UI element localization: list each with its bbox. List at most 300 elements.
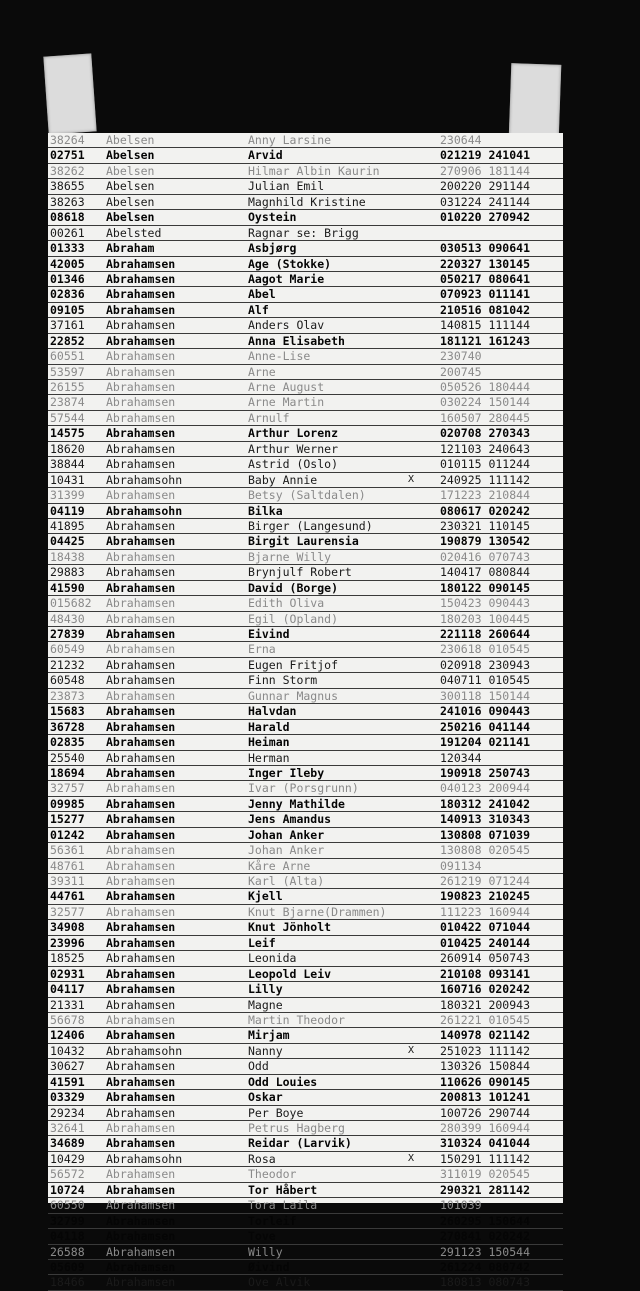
record-row [48, 627, 563, 642]
record-row [48, 1013, 563, 1028]
record-row [48, 303, 563, 318]
record-row [48, 1245, 563, 1260]
record-given-names: Egil (Opland) [248, 611, 339, 626]
record-given-names: David (Borge) [248, 580, 339, 595]
record-row [48, 442, 563, 457]
record-row [48, 905, 563, 920]
record-surname: Abrahamsen [106, 364, 176, 379]
record-given-names: Aagot Marie [248, 271, 325, 286]
record-number: 22852 [50, 333, 85, 348]
record-surname: Abrahamsen [106, 750, 176, 765]
record-dates: 180813 080743 [440, 1275, 531, 1290]
record-given-names: Theodor [248, 1167, 297, 1182]
record-row [48, 411, 563, 426]
record-row [48, 1121, 563, 1136]
record-dates: 290321 281142 [440, 1182, 531, 1197]
record-row [48, 241, 563, 256]
record-row [48, 365, 563, 380]
record-surname: Abrahamsen [106, 580, 176, 595]
record-dates: 110626 090145 [440, 1074, 531, 1089]
record-surname: Abrahamsen [106, 457, 176, 472]
record-number: 32577 [50, 904, 85, 919]
record-given-names: Anny Larsine [248, 133, 332, 147]
record-dates: 191204 021141 [440, 735, 531, 750]
record-number: 14575 [50, 426, 85, 441]
record-number: 15683 [50, 704, 85, 719]
record-given-names: Ove Alvik [248, 1275, 311, 1290]
record-given-names: Bilka [248, 503, 283, 518]
record-surname: Abrahamsen [106, 642, 176, 657]
record-number: 10429 [50, 1151, 85, 1166]
record-row [48, 534, 563, 549]
record-number: 60549 [50, 642, 85, 657]
record-given-names: Abel [248, 287, 276, 302]
index-card-strip [48, 133, 563, 1290]
record-dates: 180122 090145 [440, 580, 531, 595]
record-row [48, 998, 563, 1013]
record-surname: Abrahamsen [106, 920, 176, 935]
record-given-names: Herman [248, 750, 290, 765]
record-given-names: Kjell [248, 889, 283, 904]
record-number: 60550 [50, 1198, 85, 1213]
record-given-names: Karl (Alta) [248, 874, 325, 888]
record-row [48, 349, 563, 364]
record-dates: 140815 111144 [440, 318, 531, 333]
record-dates: 180321 200943 [440, 997, 531, 1012]
record-number: 29234 [50, 1105, 85, 1120]
record-number: 10432 [50, 1043, 85, 1058]
record-number: 21331 [50, 997, 85, 1012]
record-surname: Abelsen [106, 194, 155, 209]
record-given-names: Eivind [248, 627, 290, 641]
record-dates: 080617 020242 [440, 503, 531, 518]
record-dates: 220327 130145 [440, 256, 531, 271]
record-surname: Abelsen [106, 133, 155, 147]
record-row [48, 457, 563, 472]
record-surname: Abrahamsen [106, 380, 176, 394]
record-number: 57544 [50, 410, 85, 425]
record-number: 25540 [50, 750, 85, 765]
record-number: 02835 [50, 735, 85, 750]
record-number: 15277 [50, 812, 85, 827]
record-dates: 260914 050743 [440, 951, 531, 966]
record-given-names: Magnhild Kristine [248, 194, 366, 209]
record-number: 34908 [50, 920, 85, 935]
record-row [48, 318, 563, 333]
record-surname: Abrahamsen [106, 997, 176, 1012]
record-surname: Abrahamsen [106, 349, 176, 364]
record-row [48, 751, 563, 766]
record-given-names: Erna [248, 642, 276, 657]
record-given-names: Jens Amandus [248, 812, 332, 827]
record-given-names: Harald [248, 719, 290, 734]
record-surname: Abrahamsen [106, 426, 176, 441]
record-dates: 310324 041044 [440, 1136, 531, 1151]
record-given-names: Kåre Arne [248, 858, 311, 873]
record-surname: Abrahamsen [106, 951, 176, 966]
record-number: 26155 [50, 380, 85, 394]
record-mark: X [408, 1152, 415, 1164]
record-surname: Abrahamsen [106, 1136, 176, 1151]
record-number: 01346 [50, 271, 85, 286]
record-surname: Abrahamsen [106, 1059, 176, 1074]
record-given-names: Leif [248, 935, 276, 950]
record-dates: 040711 010545 [440, 673, 531, 688]
record-surname: Abrahamsen [106, 673, 176, 688]
record-given-names: Edith Oliva [248, 596, 325, 611]
record-dates: 270841 020242 [440, 1229, 531, 1244]
record-given-names: Magne [248, 997, 283, 1012]
record-surname: Abrahamsen [106, 1259, 176, 1274]
record-row [48, 488, 563, 503]
record-number: 26588 [50, 1244, 85, 1259]
record-given-names: Willy [248, 1244, 283, 1259]
record-number: 18620 [50, 441, 85, 456]
record-given-names: Finn Storm [248, 673, 318, 688]
record-surname: Abrahamsen [106, 935, 176, 950]
record-number: 04118 [50, 1229, 85, 1244]
record-surname: Abrahamsen [106, 488, 176, 503]
record-dates: 160716 020242 [440, 982, 531, 997]
record-number: 48430 [50, 611, 85, 626]
record-surname: Abrahamsen [106, 410, 176, 425]
record-row [48, 689, 563, 704]
record-surname: Abrahamsen [106, 966, 176, 981]
record-given-names: Per Boye [248, 1105, 304, 1120]
record-given-names: Rosa [248, 1151, 276, 1166]
record-row [48, 565, 563, 580]
record-row [48, 334, 563, 349]
record-number: 18466 [50, 1275, 85, 1290]
record-dates: 250216 041144 [440, 719, 531, 734]
record-given-names: Oskar [248, 1090, 283, 1105]
record-number: 18438 [50, 549, 85, 564]
record-surname: Abrahamsen [106, 627, 176, 641]
record-row [48, 1183, 563, 1198]
record-dates: 150291 111142 [440, 1151, 531, 1166]
record-dates: 150423 090443 [440, 596, 531, 611]
record-row [48, 828, 563, 843]
record-given-names: Anna Elisabeth [248, 333, 345, 348]
record-dates: 230618 010545 [440, 642, 531, 657]
record-dates: 020918 230943 [440, 657, 531, 672]
record-row [48, 1028, 563, 1043]
record-number: 38844 [50, 457, 85, 472]
record-row [48, 673, 563, 688]
record-dates: 171223 210844 [440, 488, 531, 503]
record-row [48, 1260, 563, 1275]
record-given-names: Betsy (Saltdalen) [248, 488, 366, 503]
record-row [48, 287, 563, 302]
record-dates: 020416 070743 [440, 549, 531, 564]
record-surname: Abrahamsen [106, 1198, 176, 1213]
record-dates: 280399 160944 [440, 1121, 531, 1135]
record-number: 10724 [50, 1182, 85, 1197]
record-surname: Abrahamsen [106, 1074, 176, 1089]
record-row [48, 797, 563, 812]
record-dates: 230321 110145 [440, 518, 531, 533]
record-given-names: Astrid (Oslo) [248, 457, 339, 472]
record-dates: 140978 021142 [440, 1028, 531, 1043]
record-row [48, 920, 563, 935]
record-row [48, 210, 563, 225]
record-row [48, 179, 563, 194]
record-surname: Abrahamsen [106, 1167, 176, 1182]
record-given-names: Øivind [248, 1259, 290, 1274]
record-number: 32799 [50, 1213, 85, 1228]
record-row [48, 1167, 563, 1182]
record-row [48, 380, 563, 395]
record-number: 04119 [50, 503, 85, 518]
record-row [48, 1198, 563, 1213]
record-number: 03329 [50, 1090, 85, 1105]
record-dates: 140417 080844 [440, 565, 531, 580]
record-number: 48761 [50, 858, 85, 873]
record-row [48, 257, 563, 272]
record-dates: 240925 111142 [440, 472, 531, 487]
record-dates: 190823 210245 [440, 889, 531, 904]
record-number: 60548 [50, 673, 85, 688]
record-surname: Abrahamsen [106, 395, 176, 410]
record-surname: Abrahamsen [106, 1182, 176, 1197]
record-given-names: Baby Annie [248, 472, 318, 487]
record-given-names: Halvdan [248, 704, 297, 719]
record-dates: 130808 020545 [440, 843, 531, 858]
record-given-names: Anne-Lise [248, 349, 311, 364]
record-surname: Abrahamsen [106, 889, 176, 904]
record-surname: Abrahamsen [106, 858, 176, 873]
record-number: 23873 [50, 688, 85, 703]
record-dates: 010425 240144 [440, 935, 531, 950]
record-given-names: Arne August [248, 380, 325, 394]
record-given-names: Alf [248, 302, 269, 317]
record-dates: 221118 260644 [440, 627, 531, 641]
record-surname: Abrahamsen [106, 333, 176, 348]
record-row [48, 766, 563, 781]
record-row [48, 519, 563, 534]
record-surname: Abrahamsen [106, 518, 176, 533]
record-row [48, 581, 563, 596]
record-dates: 291123 150544 [440, 1244, 531, 1259]
record-surname: Abrahamsen [106, 596, 176, 611]
record-surname: Abrahamsen [106, 1229, 176, 1244]
record-dates: 230740 [440, 349, 482, 364]
record-given-names: Ivar (Porsgrunn) [248, 781, 359, 796]
record-surname: Abrahamsen [106, 812, 176, 827]
record-surname: Abelsen [106, 148, 155, 163]
record-number: 02836 [50, 287, 85, 302]
record-row [48, 967, 563, 982]
record-surname: Abrahamsen [106, 441, 176, 456]
record-dates: 300118 150144 [440, 688, 531, 703]
record-dates: 200813 101241 [440, 1090, 531, 1105]
record-dates: 180203 100445 [440, 611, 531, 626]
record-number: 29883 [50, 565, 85, 580]
record-given-names: Heiman [248, 735, 290, 750]
record-row [48, 164, 563, 179]
record-given-names: Knut Bjarne(Drammen) [248, 904, 387, 919]
record-given-names: Arne [248, 364, 276, 379]
record-dates: 200745 [440, 364, 482, 379]
record-surname: Abelsted [106, 225, 162, 240]
record-dates: 261221 010545 [440, 1012, 531, 1027]
record-surname: Abrahamsen [106, 549, 176, 564]
record-dates: 030224 150144 [440, 395, 531, 410]
record-dates: 241016 090443 [440, 704, 531, 719]
record-surname: Abrahamsohn [106, 472, 183, 487]
record-number: 18694 [50, 765, 85, 780]
record-row [48, 1090, 563, 1105]
record-row [48, 1152, 563, 1167]
record-surname: Abrahamsen [106, 704, 176, 719]
record-surname: Abrahamsen [106, 827, 176, 842]
record-given-names: Gunnar Magnus [248, 688, 339, 703]
record-surname: Abrahamsen [106, 1012, 176, 1027]
record-number: 23874 [50, 395, 85, 410]
record-row [48, 473, 563, 488]
record-number: 04117 [50, 982, 85, 997]
record-number: 02751 [50, 148, 85, 163]
record-dates: 210516 081042 [440, 302, 531, 317]
record-surname: Abrahamsen [106, 287, 176, 302]
record-row [48, 781, 563, 796]
record-mark: X [408, 1044, 415, 1056]
record-given-names: Tor Håbert [248, 1182, 318, 1197]
record-given-names: Petrus Hagberg [248, 1121, 345, 1135]
record-dates: 270906 181144 [440, 163, 531, 178]
record-surname: Abrahamsen [106, 765, 176, 780]
record-row [48, 704, 563, 719]
record-row [48, 658, 563, 673]
record-number: 38264 [50, 133, 85, 147]
record-dates: 190918 250743 [440, 765, 531, 780]
record-number: 21232 [50, 657, 85, 672]
record-row [48, 504, 563, 519]
record-number: 41591 [50, 1074, 85, 1089]
record-dates: 021219 241041 [440, 148, 531, 163]
record-number: 41590 [50, 580, 85, 595]
record-surname: Abrahamsohn [106, 1043, 183, 1058]
record-row [48, 1106, 563, 1121]
record-surname: Abrahamsen [106, 534, 176, 549]
record-given-names: Tora Laila [248, 1198, 318, 1213]
record-row [48, 195, 563, 210]
record-surname: Abrahamsen [106, 1121, 176, 1135]
record-given-names: Knut Jönholt [248, 920, 332, 935]
record-row [48, 889, 563, 904]
record-number: 30627 [50, 1059, 85, 1074]
record-dates: 010220 270942 [440, 210, 531, 225]
record-surname: Abrahamsen [106, 318, 176, 333]
record-given-names: Eugen Fritjof [248, 657, 339, 672]
record-surname: Abrahamsen [106, 843, 176, 858]
record-dates: 261219 071244 [440, 874, 531, 888]
record-row [48, 1059, 563, 1074]
record-surname: Abrahamsen [106, 1213, 176, 1228]
record-row [48, 843, 563, 858]
record-number: 015682 [50, 596, 92, 611]
record-surname: Abrahamsen [106, 982, 176, 997]
record-dates: 020708 270343 [440, 426, 531, 441]
record-number: 02931 [50, 966, 85, 981]
record-given-names: Oystein [248, 210, 297, 225]
record-row [48, 133, 563, 148]
record-number: 01333 [50, 241, 85, 256]
record-dates: 010115 011244 [440, 457, 531, 472]
record-row [48, 1275, 563, 1290]
record-surname: Abrahamsen [106, 1105, 176, 1120]
record-dates: 091134 [440, 858, 482, 873]
record-given-names: Ragnar se: Brigg [248, 225, 359, 240]
record-number: 18525 [50, 951, 85, 966]
record-given-names: Arnulf [248, 410, 290, 425]
record-dates: 101039 [440, 1198, 482, 1213]
card-tab-right [509, 63, 562, 141]
record-given-names: Tove [248, 1229, 276, 1244]
record-given-names: Arvid [248, 148, 283, 163]
record-row [48, 612, 563, 627]
record-surname: Abrahamsen [106, 1090, 176, 1105]
record-surname: Abrahamsen [106, 256, 176, 271]
record-dates: 251023 111142 [440, 1043, 531, 1058]
record-surname: Abrahamsen [106, 1275, 176, 1290]
record-surname: Abrahamsen [106, 1244, 176, 1259]
record-surname: Abrahamsen [106, 1028, 176, 1043]
record-given-names: Nanny [248, 1043, 283, 1058]
record-row [48, 596, 563, 611]
record-number: 00261 [50, 225, 85, 240]
record-dates: 120344 [440, 750, 482, 765]
record-number: 41895 [50, 518, 85, 533]
record-surname: Abrahamsen [106, 611, 176, 626]
record-number: 56678 [50, 1012, 85, 1027]
record-surname: Abelsen [106, 163, 155, 178]
record-surname: Abrahamsohn [106, 503, 183, 518]
record-number: 31399 [50, 488, 85, 503]
record-dates: 050526 180444 [440, 380, 531, 394]
record-given-names: Leonida [248, 951, 297, 966]
record-number: 36728 [50, 719, 85, 734]
record-given-names: Mirjam [248, 1028, 290, 1043]
record-given-names: Martin Theodor [248, 1012, 345, 1027]
record-dates: 010422 071044 [440, 920, 531, 935]
record-dates: 130808 071039 [440, 827, 531, 842]
record-surname: Abrahamsen [106, 904, 176, 919]
record-row [48, 148, 563, 163]
record-surname: Abrahamsen [106, 781, 176, 796]
record-dates: 190879 130542 [440, 534, 531, 549]
record-row [48, 395, 563, 410]
record-given-names: Arthur Lorenz [248, 426, 339, 441]
record-row [48, 226, 563, 241]
record-number: 38655 [50, 179, 85, 194]
record-number: 42005 [50, 256, 85, 271]
record-row [48, 1136, 563, 1151]
record-given-names: Hilmar Albin Kaurin [248, 163, 380, 178]
record-row [48, 874, 563, 889]
record-row [48, 642, 563, 657]
record-number: 27839 [50, 627, 85, 641]
record-row [48, 1214, 563, 1229]
record-surname: Abrahamsen [106, 688, 176, 703]
record-number: 04425 [50, 534, 85, 549]
record-dates: 260295 150644 [440, 1213, 531, 1228]
record-row [48, 1075, 563, 1090]
record-number: 01242 [50, 827, 85, 842]
record-given-names: Birgit Laurensia [248, 534, 359, 549]
record-number: 37161 [50, 318, 85, 333]
record-dates: 200220 291144 [440, 179, 531, 194]
